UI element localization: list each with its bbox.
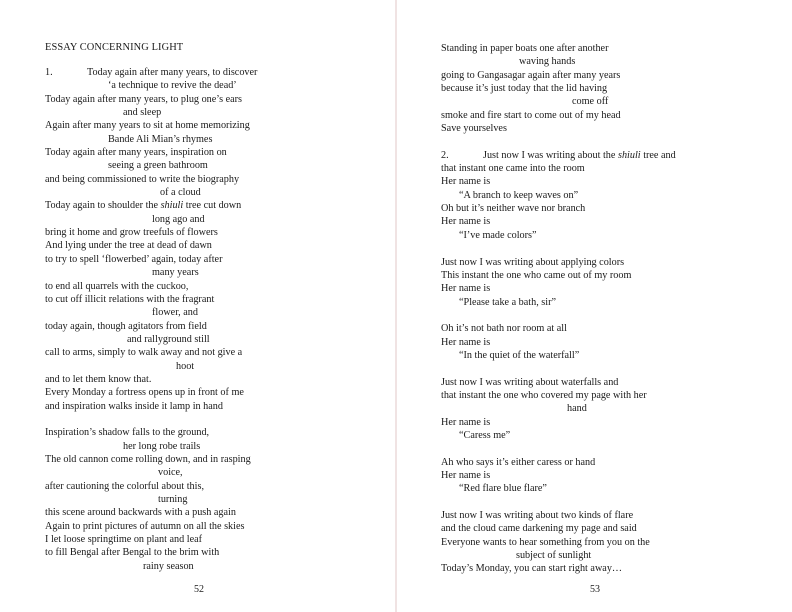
- poem-line: Again to print pictures of autumn on all the skies: [45, 520, 245, 532]
- poem-line: The old cannon come rolling down, and in rasping: [45, 453, 251, 465]
- stanza-break: [441, 442, 676, 455]
- section-number: 2.: [441, 149, 449, 161]
- poem-line: Today’s Monday, you can start right away…: [441, 563, 623, 575]
- poem-section-1: [45, 66, 257, 573]
- poem-line: Save yourselves: [441, 123, 507, 135]
- poem-line: Her name is: [441, 470, 491, 481]
- poem-line: Oh it’s not bath nor room at all: [441, 323, 567, 335]
- poem-line: And lying under the tree at dead of dawn: [45, 240, 212, 252]
- stanza-break: [45, 413, 257, 426]
- poem-line: Ah who says it’s either caress or hand: [441, 456, 596, 468]
- stanza-break: [441, 309, 676, 322]
- poem-line: Her name is: [441, 416, 491, 428]
- poem-line: that instant one came into the room: [441, 163, 585, 175]
- poem-line: many years: [152, 267, 199, 279]
- italic-word: shiuli: [617, 149, 641, 161]
- poem-line: “A branch to keep waves on”: [459, 189, 579, 201]
- poem-line: hoot: [176, 360, 195, 372]
- poem-line: and being commissioned to write the biography: [45, 173, 240, 185]
- page-number: 52: [194, 584, 204, 595]
- poem-line: rainy season: [143, 560, 194, 572]
- poem-line: This instant the one who came out of my room: [441, 269, 632, 281]
- poem-line: call to arms, simply to walk away and not give a: [45, 347, 243, 359]
- poem-line: that instant the one who covered my page with her: [441, 389, 647, 401]
- poem-line: Her name is: [441, 176, 491, 188]
- poem-line: Bande Ali Mian’s rhymes: [108, 133, 213, 145]
- poem-line: to end all quarrels with the cuckoo,: [45, 280, 189, 292]
- poem-line: going to Gangasagar again after many years: [441, 69, 621, 81]
- stanza-break: [441, 362, 676, 375]
- poem-line: bring it home and grow treefuls of flowers: [45, 227, 218, 239]
- poem-line: Just now I was writing about two kinds of flare: [441, 510, 634, 522]
- poem-line: and inspiration walks inside it lamp in hand: [45, 400, 223, 412]
- poem-line: Her name is: [441, 336, 491, 348]
- poem-line: smoke and fire start to come out of my head: [441, 109, 621, 121]
- stanza-break: [441, 242, 676, 255]
- poem-section-2: [441, 42, 676, 576]
- poem-line: Just now I was writing about waterfalls and: [441, 376, 619, 388]
- poem-line: Again after many years to sit at home memorizing: [45, 120, 250, 132]
- poem-line: this scene around backwards with a push again: [45, 507, 236, 519]
- poem-line: come off: [572, 96, 609, 108]
- poem-line: and the cloud came darkening my page and said: [441, 523, 637, 535]
- poem-line: Everyone wants to hear something from you on the: [441, 536, 650, 548]
- poem-line: flower, and: [152, 307, 198, 319]
- poem-line: turning: [158, 494, 188, 505]
- poem-line: Just now I was writing about applying colors: [441, 256, 625, 268]
- poem-line: and to let them know that.: [45, 373, 152, 385]
- poem-line: I let loose springtime on plant and leaf: [45, 534, 203, 546]
- poem-line: Inspiration’s shadow falls to the ground,: [45, 427, 210, 439]
- right-page: [396, 0, 792, 612]
- poem-line: and sleep: [123, 107, 162, 119]
- poem-line: 2. Just now I was writing about the shiuli tree and: [441, 149, 676, 161]
- poem-line: Today again after many years, to plug one’s ears: [45, 93, 243, 105]
- poem-line: Today again after many years, inspiration on: [45, 147, 227, 159]
- poem-line: Every Monday a fortress opens up in front of me: [45, 387, 244, 399]
- poem-line: Standing in paper boats one after another: [441, 43, 609, 54]
- poem-line: seeing a green bathroom: [108, 160, 208, 172]
- poem-line: “In the quiet of the waterfall”: [459, 349, 580, 361]
- poem-line: because it’s just today that the lid having: [441, 83, 608, 95]
- italic-word: shiuli: [160, 200, 184, 212]
- poem-line: after cautioning the colorful about this,: [45, 480, 204, 492]
- poem-line: “Please take a bath, sir”: [459, 296, 557, 308]
- poem-line: Her name is: [441, 216, 491, 228]
- poem-line: subject of sunlight: [516, 550, 592, 562]
- poem-line: Oh but it’s neither wave nor branch: [441, 203, 586, 215]
- poem-line: of a cloud: [160, 187, 201, 199]
- poem-line: to fill Bengal after Bengal to the brim with: [45, 547, 220, 559]
- poem-line: Her name is: [441, 283, 491, 295]
- poem-line: her long robe trails: [123, 440, 201, 452]
- poem-line: hand: [567, 403, 587, 415]
- poem-line: Today again to shoulder the shiuli tree cut down: [45, 200, 242, 212]
- poem-line: waving hands: [519, 56, 576, 68]
- poem-line: “I’ve made colors”: [459, 229, 537, 241]
- poem-line: to try to spell ‘flowerbed’ again, today after: [45, 253, 223, 265]
- poem-line: “Caress me”: [459, 429, 511, 441]
- poem-line: long ago and: [152, 213, 205, 225]
- poem-line: to cut off illicit relations with the fragrant: [45, 293, 215, 305]
- poem-line: ‘a technique to revive the dead’: [108, 80, 237, 92]
- section-number: 1.: [45, 67, 53, 78]
- poem-line: 1. Today again after many years, to discover: [45, 67, 258, 78]
- page-number: 53: [590, 584, 600, 595]
- poem-line: voice,: [158, 467, 183, 479]
- stanza-break: [441, 496, 676, 509]
- poem-line: today again, though agitators from field: [45, 320, 207, 332]
- essay-title: ESSAY CONCERNING LIGHT: [45, 42, 184, 53]
- stanza-break: [441, 135, 676, 148]
- poem-line: and rallyground still: [127, 333, 210, 345]
- poem-line: “Red flare blue flare”: [459, 483, 547, 495]
